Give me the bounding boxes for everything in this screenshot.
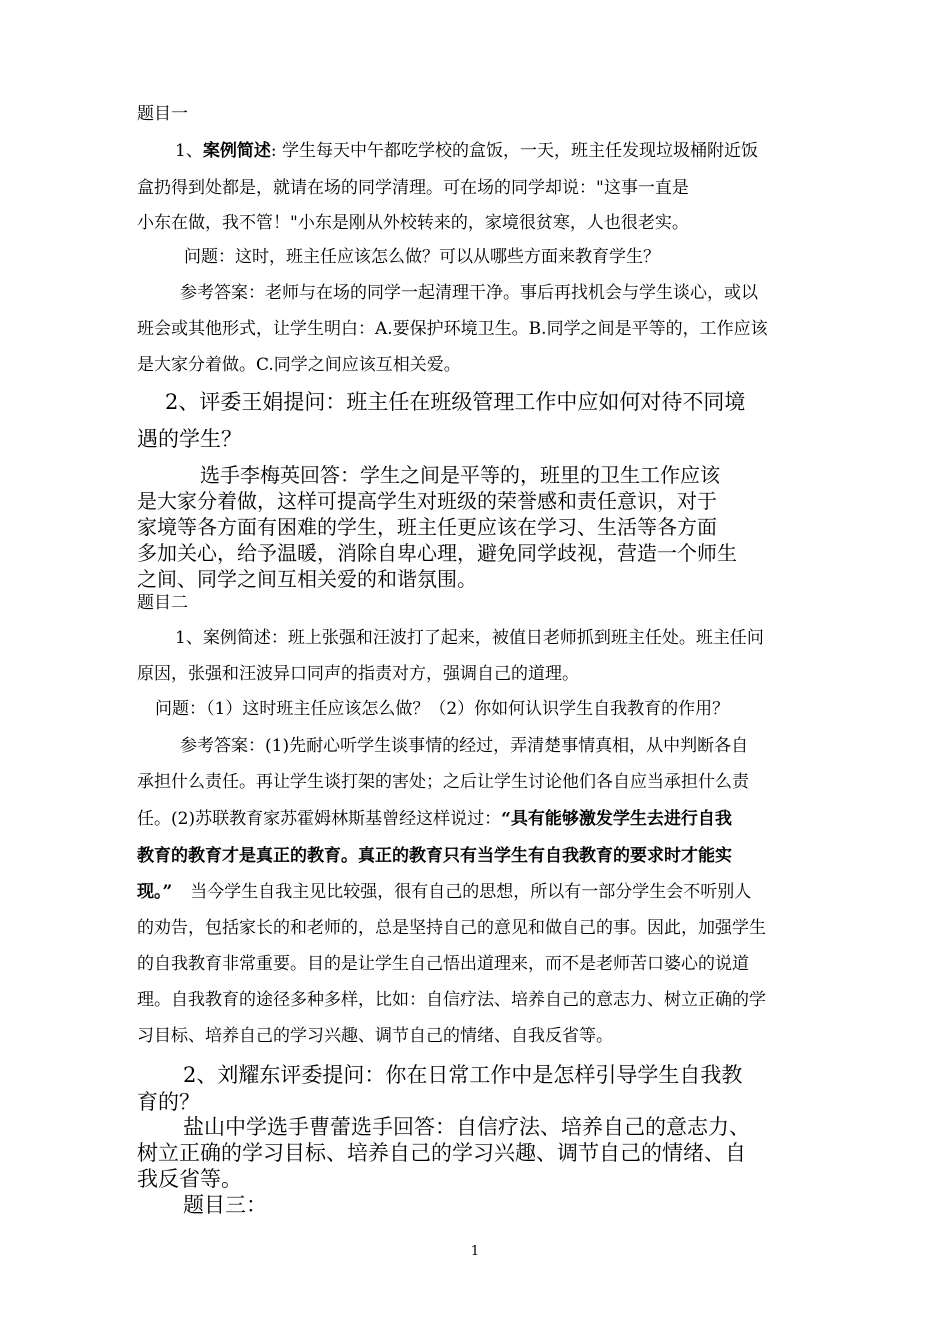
- case-line: 盒扔得到处都是，就请在场的同学清理。可在场的同学却说："这事一直是: [137, 178, 689, 198]
- contestant-answer-line: 之间、同学之间互相关爱的和谐氛围。: [137, 567, 477, 591]
- page-number: 1: [470, 1244, 480, 1259]
- contestant-answer-line: 是大家分着做，这样可提高学生对班级的荣誉感和责任意识，对于: [137, 489, 717, 513]
- section-heading-3: 题目三：: [183, 1193, 267, 1217]
- case-line: 1、案例简述: 学生每天中午都吃学校的盒饭，一天，班主任发现垃圾桶附近饭: [175, 141, 758, 161]
- contestant-answer-line: 家境等各方面有困难的学生，班主任更应该在学习、生活等各方面: [137, 515, 717, 539]
- question-line: 问题：这时，班主任应该怎么做？可以从哪些方面来教育学生？: [184, 247, 660, 267]
- section-heading-1: 题目一: [137, 104, 188, 124]
- answer-line: 班会或其他形式，让学生明白：A.要保护环境卫生。B.同学之间是平等的，工作应该: [137, 319, 768, 339]
- judge-question-line: 遇的学生？: [137, 427, 242, 451]
- judge-question-line: 2、刘耀东评委提问：你在日常工作中是怎样引导学生自我教: [183, 1063, 743, 1087]
- case-line: 原因，张强和汪波异口同声的指责对方，强调自己的道理。: [137, 664, 579, 684]
- case-line: 1、案例简述：班上张强和汪波打了起来，被值日老师抓到班主任处。班主任问: [175, 628, 764, 648]
- section-heading-2: 题目二: [137, 593, 188, 613]
- judge-question-line: 育的？: [137, 1090, 200, 1114]
- answer-line: 的自我教育非常重要。目的是让学生自己悟出道理来，而不是老师苦口婆心的说道: [137, 954, 749, 974]
- answer-line: 现。” 当今学生自我主见比较强，很有自己的思想，所以有一部分学生会不听别人: [137, 882, 752, 902]
- contestant-answer-line: 我反省等。: [137, 1167, 242, 1191]
- judge-question-line: 2、评委王娟提问：班主任在班级管理工作中应如何对待不同境: [165, 390, 746, 414]
- contestant-answer-line: 选手李梅英回答：学生之间是平等的，班里的卫生工作应该: [200, 463, 720, 487]
- answer-line: 理。自我教育的途径多种多样，比如：自信疗法、培养自己的意志力、树立正确的学: [137, 990, 766, 1010]
- answer-line: 的劝告，包括家长的和老师的，总是坚持自己的意见和做自己的事。因此，加强学生: [137, 918, 766, 938]
- answer-line: 参考答案：老师与在场的同学一起清理干净。事后再找机会与学生谈心，或以: [180, 283, 758, 303]
- answer-line: 习目标、培养自己的学习兴趣、调节自己的情绪、自我反省等。: [137, 1026, 613, 1046]
- contestant-answer-line: 多加关心，给予温暖，消除自卑心理，避免同学歧视，营造一个师生: [137, 541, 737, 565]
- answer-line: 承担什么责任。再让学生谈打架的害处；之后让学生讨论他们各自应当承担什么责: [137, 772, 749, 792]
- answer-line: 参考答案：(1)先耐心听学生谈事情的经过，弄清楚事情真相，从中判断各自: [180, 736, 749, 756]
- answer-line: 教育的教育才是真正的教育。真正的教育只有当学生有自我教育的要求时才能实: [137, 846, 732, 866]
- contestant-answer-line: 树立正确的学习目标、培养自己的学习兴趣、调节自己的情绪、自: [137, 1141, 746, 1165]
- answer-line: 是大家分着做。C.同学之间应该互相关爱。: [137, 355, 461, 375]
- case-line: 小东在做，我不管！"小东是刚从外校转来的，家境很贫寒，人也很老实。: [137, 213, 689, 233]
- contestant-answer-line: 盐山中学选手曹蕾选手回答：自信疗法、培养自己的意志力、: [183, 1115, 750, 1139]
- answer-line: 任。(2)苏联教育家苏霍姆林斯基曾经这样说过：“具有能够激发学生去进行自我: [137, 809, 732, 829]
- question-line: 问题：（1）这时班主任应该怎么做？（2）你如何认识学生自我教育的作用？: [155, 699, 730, 719]
